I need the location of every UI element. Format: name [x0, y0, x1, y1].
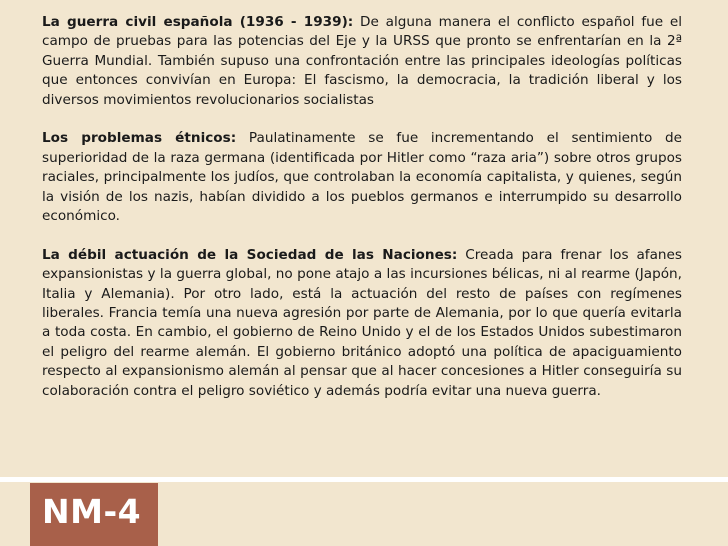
paragraph-text: Creada para frenar los afanes expansionistas y la guerra global, no pone atajo a las incursiones bélicas, ni al rearme (Japón, Italia y Alemania). Por otro lado, está la actuación del resto de países con regímenes liberales. Francia temía una nueva agresión por parte de Alemania, por lo que quería evitarla a toda costa. En cambio, el gobierno de Reino Unido y el de los Estados Unidos subestimaron el peligro del rearme alemán. El gobierno británico adoptó una política de apaciguamiento respecto al expansionismo alemán al pensar que al hacer concesiones a Hitler conseguiría su colaboración contra el peligro soviético y además podría evitar una nueva guerra.: [42, 246, 682, 399]
paragraph-ethnic-problems: [42, 129, 682, 226]
paragraph-text: De alguna manera el conflicto español fue el campo de pruebas para las potencias del Eje y la URSS que pronto se enfrentarían en la 2ª Guerra Mundial. También supuso una confrontación entre las principales ideologías políticas que entonces convivían en Europa: El fascismo, la democracia, la tradición liberal y los diversos movimientos revolucionarios socialistas: [42, 14, 682, 108]
paragraph-heading: La guerra civil española (1936 - 1939):: [42, 14, 354, 30]
paragraph-heading: La débil actuación de la Sociedad de las Naciones:: [42, 246, 458, 263]
footer-label: NM-4: [42, 492, 142, 531]
paragraph-league-of-nations: [42, 246, 682, 401]
paragraph-text: Paulatinamente se fue incrementando el sentimiento de superioridad de la raza germana (identificada por Hitler como “raza aria”) sobre otros grupos raciales, principalmente los judíos, que controlaban la economía capitalista, y quienes, según la visión de los nazis, habían dividido a los pueblos germanos e interrumpido su desarrollo económico.: [42, 130, 682, 225]
slide-body: [42, 13, 682, 401]
footer-divider: [0, 477, 728, 482]
paragraph-heading: Los problemas étnicos:: [42, 130, 237, 147]
paragraph-spanish-civil-war: [42, 13, 682, 110]
